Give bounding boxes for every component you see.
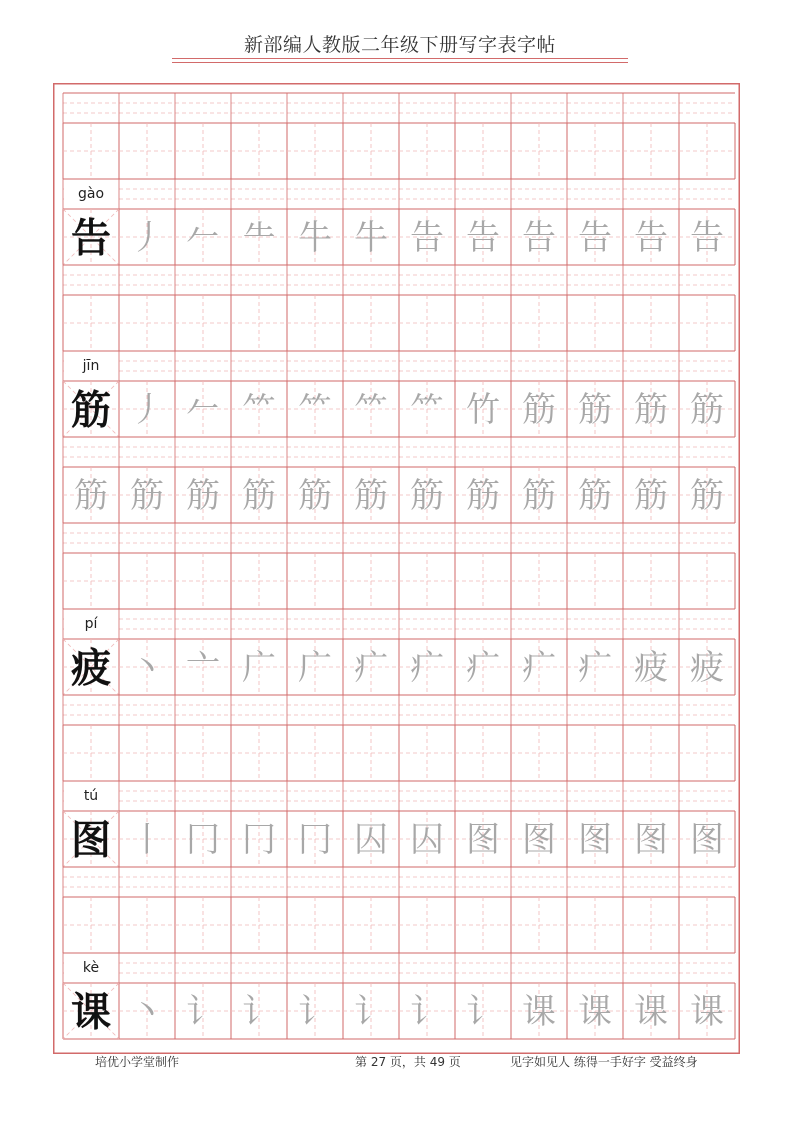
stroke-step-character: 丶 (130, 648, 164, 688)
pinyin-label: tú (83, 788, 99, 804)
copybook-grid (53, 83, 740, 1054)
stroke-step-character: 疲 (634, 648, 668, 688)
row-char (63, 781, 735, 867)
trace-character: 筋 (354, 476, 388, 516)
stroke-step-character: 疒 (466, 648, 500, 688)
stroke-step-character: 疒 (354, 648, 388, 688)
row-empty (63, 867, 735, 953)
stroke-step-character: 告 (466, 218, 500, 258)
row-char (63, 609, 735, 695)
model-character: 图 (71, 816, 111, 864)
stroke-step-character: 课 (690, 992, 724, 1032)
stroke-step-character: 丿 (130, 390, 164, 430)
trace-character: 筋 (74, 476, 108, 516)
stroke-step-character: 丨 (130, 820, 164, 860)
pinyin-label: jīn (82, 358, 100, 374)
row-char (63, 351, 735, 437)
trace-character: 筋 (634, 476, 668, 516)
pinyin-label: kè (82, 960, 100, 976)
stroke-step-character: ⺮ (298, 390, 332, 430)
model-character: 课 (71, 988, 111, 1036)
stroke-step-character: 筋 (634, 390, 668, 430)
footer-producer: 培优小学堂制作 (95, 1055, 180, 1069)
stroke-step-character: 讠 (242, 992, 276, 1032)
row-empty (63, 93, 735, 179)
stroke-step-character: 图 (634, 820, 668, 860)
trace-character: 筋 (298, 476, 332, 516)
stroke-step-character: 牛 (354, 218, 388, 258)
stroke-step-character: 讠 (354, 992, 388, 1032)
stroke-step-character: 冂 (242, 820, 276, 860)
trace-character: 筋 (522, 476, 556, 516)
stroke-step-character: 告 (410, 218, 444, 258)
row-char (63, 179, 735, 265)
row-empty (63, 695, 735, 781)
stroke-step-character: 筋 (690, 390, 724, 430)
stroke-step-character: 图 (578, 820, 612, 860)
stroke-step-character: 告 (634, 218, 668, 258)
pinyin-label: pí (84, 616, 98, 632)
stroke-step-character: 竹 (466, 390, 500, 430)
stroke-step-character: 课 (634, 992, 668, 1032)
trace-character: 筋 (410, 476, 444, 516)
model-character: 筋 (71, 386, 111, 434)
stroke-step-character: 筋 (578, 390, 612, 430)
trace-character: 筋 (130, 476, 164, 516)
stroke-step-character: ⺮ (242, 390, 276, 430)
stroke-step-character: 疒 (522, 648, 556, 688)
trace-character: 筋 (186, 476, 220, 516)
title-rule (172, 58, 628, 59)
stroke-step-character: 讠 (410, 992, 444, 1032)
stroke-step-character: 筋 (522, 390, 556, 430)
stroke-step-character: 告 (690, 218, 724, 258)
stroke-step-character: ⺮ (354, 390, 388, 430)
stroke-step-character: 冂 (186, 820, 220, 860)
stroke-step-character: 疒 (410, 648, 444, 688)
stroke-step-character: 冂 (298, 820, 332, 860)
stroke-step-character: 图 (690, 820, 724, 860)
stroke-step-character: 图 (522, 820, 556, 860)
trace-character: 筋 (242, 476, 276, 516)
stroke-step-character: 丿 (130, 218, 164, 258)
stroke-step-character: 囚 (410, 820, 444, 860)
stroke-step-character: 广 (298, 648, 332, 688)
stroke-step-character: 讠 (186, 992, 220, 1032)
stroke-step-character: ⺮ (410, 390, 444, 430)
stroke-step-character: 课 (522, 992, 556, 1032)
model-character: 告 (71, 214, 111, 262)
stroke-step-character: 疲 (690, 648, 724, 688)
stroke-step-character: 告 (578, 218, 612, 258)
stroke-step-character: 疒 (578, 648, 612, 688)
stroke-step-character: 课 (578, 992, 612, 1032)
trace-character: 筋 (690, 476, 724, 516)
stroke-step-character: 告 (522, 218, 556, 258)
row-char (63, 953, 735, 1039)
stroke-step-character: 讠 (466, 992, 500, 1032)
title-rule (172, 62, 628, 63)
pinyin-label: gào (77, 186, 105, 202)
stroke-step-character: 囚 (354, 820, 388, 860)
footer-motto: 见字如见人 练得一手好字 受益终身 (510, 1055, 698, 1069)
row-practice (63, 437, 735, 523)
row-empty (63, 523, 735, 609)
page-title: 新部编人教版二年级下册写字表字帖 (243, 34, 556, 56)
stroke-step-character: 图 (466, 820, 500, 860)
trace-character: 筋 (466, 476, 500, 516)
model-character: 疲 (71, 644, 111, 692)
stroke-step-character: 牛 (298, 218, 332, 258)
stroke-step-character: 亠 (186, 648, 220, 688)
stroke-step-character: ⺧ (242, 218, 276, 258)
stroke-step-character: 广 (242, 648, 276, 688)
stroke-step-character: 𠂉 (186, 218, 220, 258)
stroke-step-character: 𠂉 (186, 390, 220, 430)
row-empty (63, 265, 735, 351)
trace-character: 筋 (578, 476, 612, 516)
stroke-step-character: 丶 (130, 992, 164, 1032)
stroke-step-character: 讠 (298, 992, 332, 1032)
footer-page-number: 第 27 页，共 49 页 (355, 1055, 461, 1069)
